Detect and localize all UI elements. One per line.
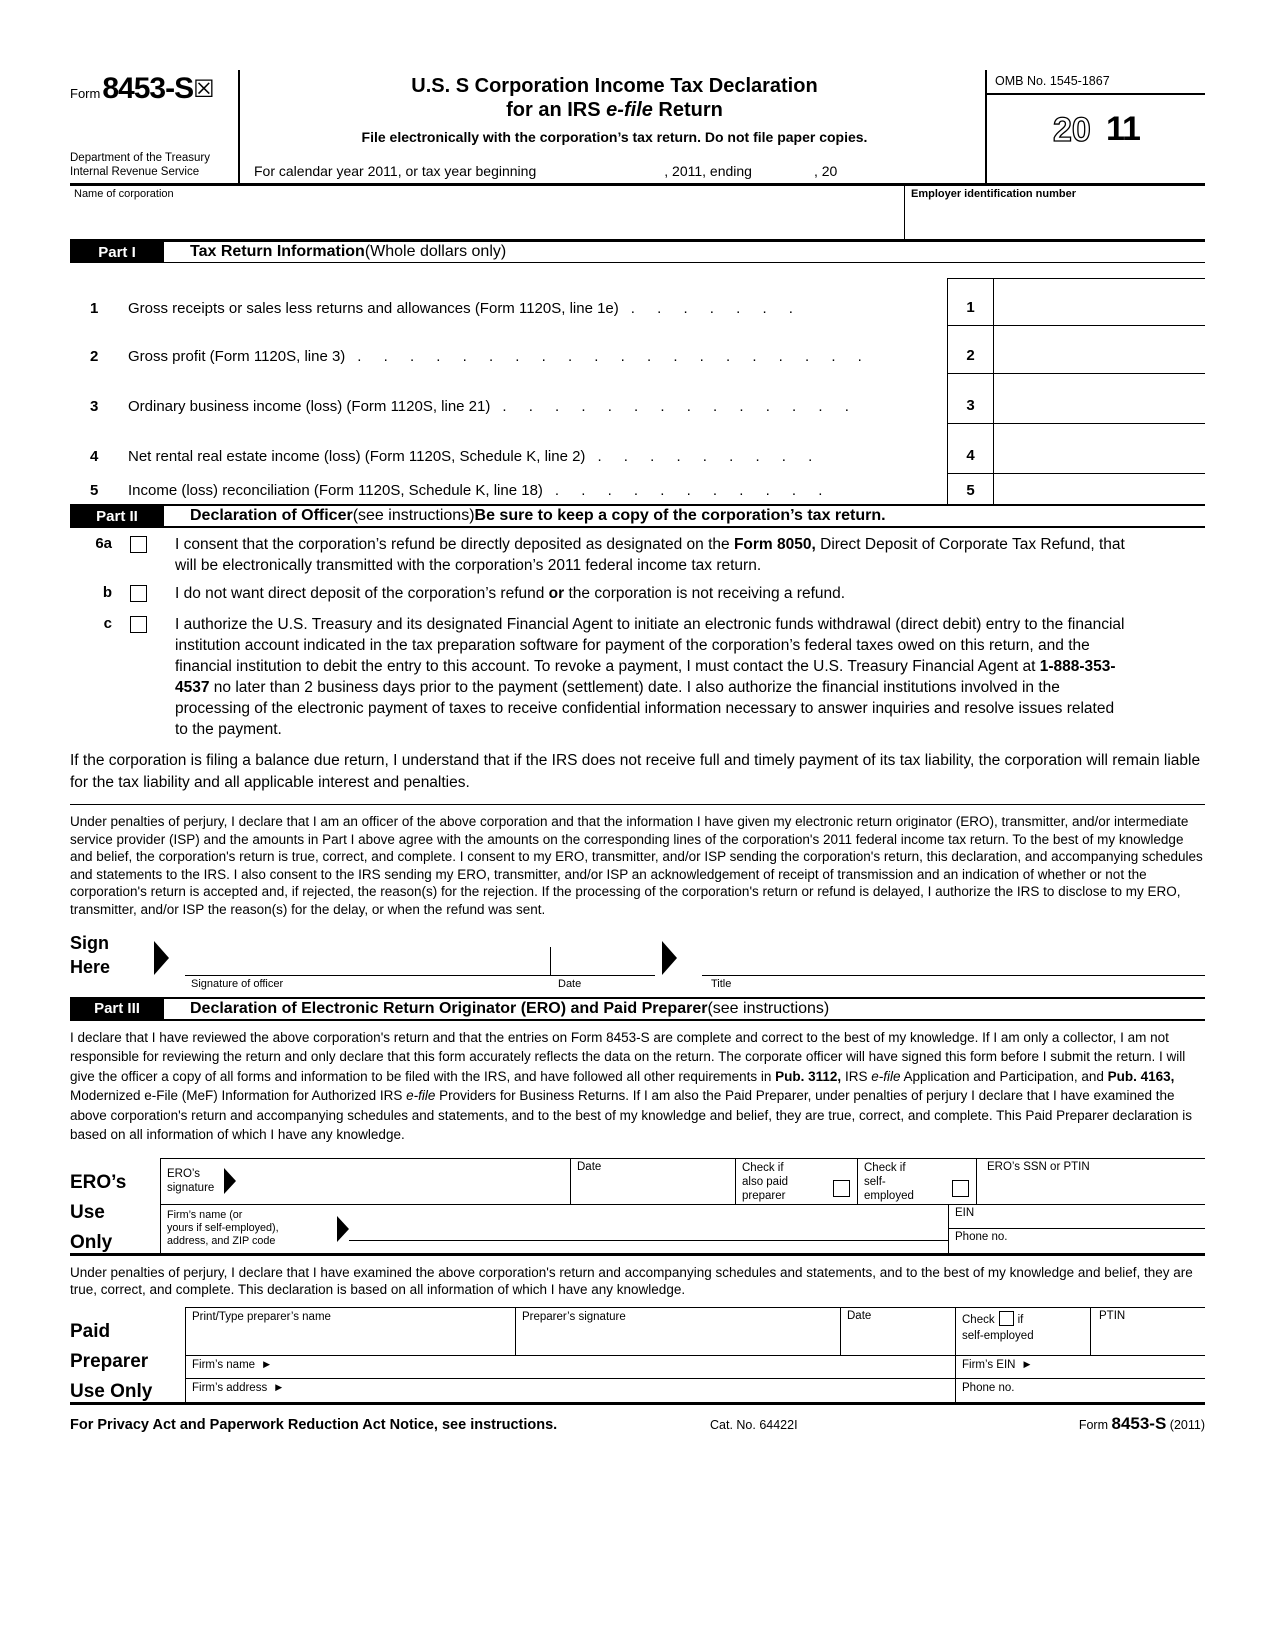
line-label: Income (loss) reconciliation (Form 1120S, Schedule K, line 18) [128, 482, 543, 499]
form-number-block [70, 70, 240, 183]
item-text: I consent that the corporation’s refund be directly deposited as designated on the Form 8050, Direct Deposit of Corporate Tax Refund, that will be electronically transmitted with the corporation’s 2011 federal income tax return. [175, 536, 1125, 574]
line-label: Gross profit (Form 1120S, line 3) [128, 348, 346, 365]
declaration-item-6a [70, 534, 1205, 576]
item-label: b [102, 584, 112, 601]
part3-header-bar [70, 997, 1205, 1021]
part2-label: Part II [70, 506, 164, 526]
no-direct-deposit-checkbox[interactable] [130, 585, 147, 602]
line-1-amount-cell[interactable] [994, 278, 1205, 326]
page-footer [70, 1414, 1205, 1434]
corporation-name-field[interactable] [70, 186, 905, 239]
part1-line-5 [70, 474, 1205, 504]
item-label: c [103, 615, 112, 632]
ein-field[interactable] [905, 186, 1205, 239]
preparer-name-cell[interactable]: Print/Type preparer’s name [192, 1310, 331, 1323]
ero-signature-cell[interactable] [161, 1159, 570, 1204]
line-number-box: 5 [947, 474, 994, 504]
ero-ein-cell[interactable]: EIN [949, 1205, 1205, 1229]
omb-number: OMB No. 1545-1867 [987, 70, 1205, 95]
sign-here-block [70, 927, 1205, 997]
line-number-box: 1 [947, 278, 994, 326]
agency-line-2: Internal Revenue Service [70, 166, 200, 178]
part3-label: Part III [70, 999, 164, 1019]
preparer-date-cell[interactable]: Date [840, 1308, 955, 1355]
ero-ssn-ptin-cell[interactable]: ERO’s SSN or PTIN [976, 1159, 1205, 1204]
dot-leader: . . . . . . . . . . . . . . [502, 398, 849, 415]
firm-name-label: Firm’s name (or yours if self-employed), address, and ZIP code [167, 1209, 279, 1248]
paid-preparer-label: Paid Preparer Use Only [70, 1320, 153, 1402]
year-bold-digits: 11 [1106, 110, 1140, 148]
title-arrow-icon [662, 941, 677, 975]
ero-check-self-employed-cell [857, 1159, 976, 1204]
omb-year-block [985, 70, 1205, 183]
item-label: 6a [95, 535, 112, 552]
officer-perjury-statement: Under penalties of perjury, I declare that I am an officer of the above corporation and that the information I have given my electronic return originator (ERO), transmitter, and/or intermediate service provider (ISP) and the amounts in Part I above agree with the amounts on the corresponding lines of the corporation's 2011 federal income tax return. To the best of my knowledge and belief, the corporation's return is true, correct, and complete. I consent to my ERO, transmitter, and/or ISP sending the corporation's return, this declaration, and accompanying schedules and statements to the IRS. I also consent to the IRS sending my ERO, transmitter, and/or ISP an acknowledgement of receipt of transmission and an indication of whether or not the corporation's return is accepted and, if rejected, the reason(s) for the rejection. If the processing of the corporation's return or refund is delayed, I authorize the IRS to disclose to my ERO, transmitter, and/or ISP the reason(s) for the delay, or when the refund was sent. [70, 814, 1203, 917]
firm-name-arrow-icon [337, 1216, 349, 1242]
line-4-amount-cell[interactable] [994, 424, 1205, 474]
line-number: 1 [90, 300, 99, 317]
preparer-ptin-cell[interactable]: PTIN [1090, 1308, 1205, 1355]
date-divider-tick [550, 947, 551, 975]
divider-rule [70, 804, 1205, 805]
part3-title: Declaration of Electronic Return Originator (ERO) and Paid Preparer (see instructions) [190, 999, 830, 1017]
right-arrow-icon: ▶ [1023, 1358, 1031, 1369]
part1-title: Tax Return Information (Whole dollars only) [190, 243, 507, 260]
form-header [70, 70, 1205, 186]
declaration-item-6c [70, 614, 1205, 740]
also-paid-preparer-checkbox[interactable] [833, 1180, 850, 1197]
line-5-amount-cell[interactable] [994, 474, 1205, 504]
officer-title-line[interactable] [702, 975, 1205, 976]
declaration-item-6b [70, 583, 1205, 607]
form-word: Form [70, 86, 101, 101]
line-number: 2 [90, 348, 99, 365]
line-number: 4 [90, 448, 99, 465]
firm-name-fill-line[interactable] [349, 1216, 948, 1241]
part2-header-bar [70, 504, 1205, 528]
calendar-text-2: , 2011, ending [664, 163, 752, 179]
form-title-line1: U.S. S Corporation Income Tax Declaration [411, 75, 818, 97]
electronic-funds-withdrawal-checkbox[interactable] [130, 616, 147, 633]
check-paid-preparer-label: Check if also paid preparer [742, 1161, 789, 1202]
preparer-firm-address-cell[interactable]: Firm’s address ▶ [192, 1381, 283, 1394]
dot-leader: . . . . . . . . . [597, 448, 813, 465]
dot-leader: . . . . . . . . . . . [554, 482, 823, 499]
part1-spacer [70, 263, 1205, 278]
sign-here-label: Sign [70, 932, 109, 953]
line-label: Net rental real estate income (loss) (Form 1120S, Schedule K, line 2) [128, 448, 586, 465]
ero-table [160, 1158, 1205, 1253]
ero-signature-label: ERO’s signature [167, 1168, 215, 1195]
ero-self-employed-checkbox[interactable] [952, 1180, 969, 1197]
dot-leader: . . . . . . . [630, 300, 793, 317]
title-label: Title [711, 977, 732, 990]
preparer-signature-cell[interactable]: Preparer’s signature [515, 1308, 840, 1355]
ero-signature-arrow-icon [224, 1168, 236, 1194]
ero-firm-name-cell[interactable] [161, 1205, 948, 1253]
preparer-perjury-statement: Under penalties of perjury, I declare that I have examined the above corporation's return and accompanying schedules and statements, and to the best of my knowledge and belief, they are true, correct, and complete. This declaration is based on all information of which I have any knowledge. [70, 1264, 1193, 1298]
missing-glyph-box-icon: ☒ [193, 76, 215, 103]
ero-declaration-statement: I declare that I have reviewed the above corporation's return and that the entries on Form 8453-S are complete and correct to the best of my knowledge. If I am only a collector, I am not responsible for reviewing the return and only declare that this form accurately reflects the data on the return. The corporate officer will have signed this form before I submit the return. I will give the officer a copy of all forms and information to be filed with the IRS, and have followed all other requirements in Pub. 3112, IRS e-file Application and Participation, and Pub. 4163, Modernized e-File (MeF) Information for Authorized IRS e-file Providers for Business Returns. If I am also the Paid Preparer, under penalties of perjury I declare that I have examined the above corporation's return and accompanying schedules and statements, and to the best of my knowledge and belief, they are true, correct, and complete. This Paid Preparer declaration is based on all information of which I have any knowledge. [70, 1029, 1192, 1143]
item-text: I authorize the U.S. Treasury and its designated Financial Agent to initiate an electronic funds withdrawal (direct debit) entry to the financial institution account indicated in the tax preparation software for payment of the corporation’s federal taxes owed on this return, and the financial institution to debit the entry to this account. To revoke a payment, I must contact the U.S. Treasury Financial Agent at 1-888-353-4537 no later than 2 business days prior to the payment (settlement) date. I also authorize the financial institutions involved in the processing of the electronic payment of taxes to receive confidential information necessary to answer inquiries and resolve issues related to the payment. [175, 616, 1125, 738]
paid-preparer-section [70, 1307, 1205, 1405]
part2-items [70, 528, 1205, 740]
year-outline-digits [1052, 111, 1106, 147]
footer-form-number: Form 8453-S (2011) [1078, 1413, 1205, 1433]
check-self-employed-label: Check if self- employed [864, 1161, 914, 1202]
part1-line-1 [70, 278, 1205, 326]
line-number-box: 3 [947, 374, 994, 424]
part1-label: Part I [70, 242, 164, 262]
ero-use-only-label: ERO’s Use Only [70, 1171, 127, 1253]
preparer-table [185, 1307, 1205, 1402]
tax-year-badge [987, 111, 1205, 147]
right-arrow-icon: ▶ [263, 1358, 270, 1369]
balance-due-note: If the corporation is filing a balance due return, I understand that if the IRS does not receive full and timely payment of its tax liability, the corporation will remain liable for the tax liability and all applicable interest and penalties. [70, 752, 1201, 791]
line-number: 3 [90, 398, 99, 415]
line-3-amount-cell[interactable] [994, 374, 1205, 424]
ero-phone-cell[interactable]: Phone no. [955, 1230, 1008, 1243]
catalog-number: Cat. No. 64422I [710, 1417, 798, 1432]
corporation-name-label: Name of corporation [74, 188, 174, 200]
name-ein-row [70, 186, 1205, 239]
form-title-block [240, 70, 985, 183]
ein-label: Employer identification number [911, 188, 1077, 200]
item-text: I do not want direct deposit of the corporation’s refund or the corporation is not receiving a refund. [175, 585, 846, 602]
preparer-firm-ein-cell[interactable]: Firm’s EIN ▶ [955, 1356, 1205, 1378]
part1-line-2 [70, 326, 1205, 374]
line-2-amount-cell[interactable] [994, 326, 1205, 374]
part1-line-4 [70, 424, 1205, 474]
form-title-line2: for an IRS e-file Return [506, 99, 723, 121]
date-label: Date [558, 977, 582, 990]
part1-line-3 [70, 374, 1205, 424]
calendar-year-line [254, 163, 975, 181]
efile-tagline: File electronically with the corporation’s tax return. Do not file paper copies. [361, 129, 868, 145]
signature-of-officer-label: Signature of officer [191, 977, 284, 990]
agency-line-1: Department of the Treasury [70, 152, 210, 164]
dot-leader: . . . . . . . . . . . . . . . . . . . . [357, 348, 862, 365]
preparer-self-employed-checkbox[interactable] [999, 1311, 1014, 1326]
form-number: Form8453-S☒ [70, 72, 215, 105]
ero-check-paid-preparer-cell [735, 1159, 857, 1204]
privacy-act-notice: For Privacy Act and Paperwork Reduction Act Notice, see instructions. [70, 1416, 558, 1433]
ero-date-cell[interactable]: Date [570, 1159, 735, 1204]
preparer-self-employed-cell: Check if self-employed [955, 1308, 1090, 1355]
line-label: Ordinary business income (loss) (Form 1120S, line 21) [128, 398, 491, 415]
calendar-text-1: For calendar year 2011, or tax year beginning [254, 163, 537, 179]
part1-header-bar [70, 239, 1205, 263]
preparer-phone-cell[interactable]: Phone no. [955, 1379, 1205, 1402]
line-number-box: 2 [947, 326, 994, 374]
ero-use-only-section [70, 1158, 1205, 1256]
line-label: Gross receipts or sales less returns and allowances (Form 1120S, line 1e) [128, 300, 619, 317]
agency-lines [70, 151, 234, 179]
signature-arrow-icon [154, 941, 169, 975]
officer-signature-line[interactable] [185, 975, 655, 976]
sign-here-label: Here [70, 956, 111, 977]
preparer-firm-name-cell[interactable]: Firm’s name ▶ [192, 1358, 270, 1371]
calendar-text-3: , 20 [813, 163, 838, 179]
line-number-box: 4 [947, 424, 994, 474]
part2-title: Declaration of Officer (see instructions) Be sure to keep a copy of the corporation’s tax return. [190, 507, 886, 524]
line-number: 5 [90, 482, 99, 499]
svg-text:20: 20 [1053, 111, 1091, 147]
direct-deposit-consent-checkbox[interactable] [130, 536, 147, 553]
right-arrow-icon: ▶ [275, 1381, 283, 1392]
